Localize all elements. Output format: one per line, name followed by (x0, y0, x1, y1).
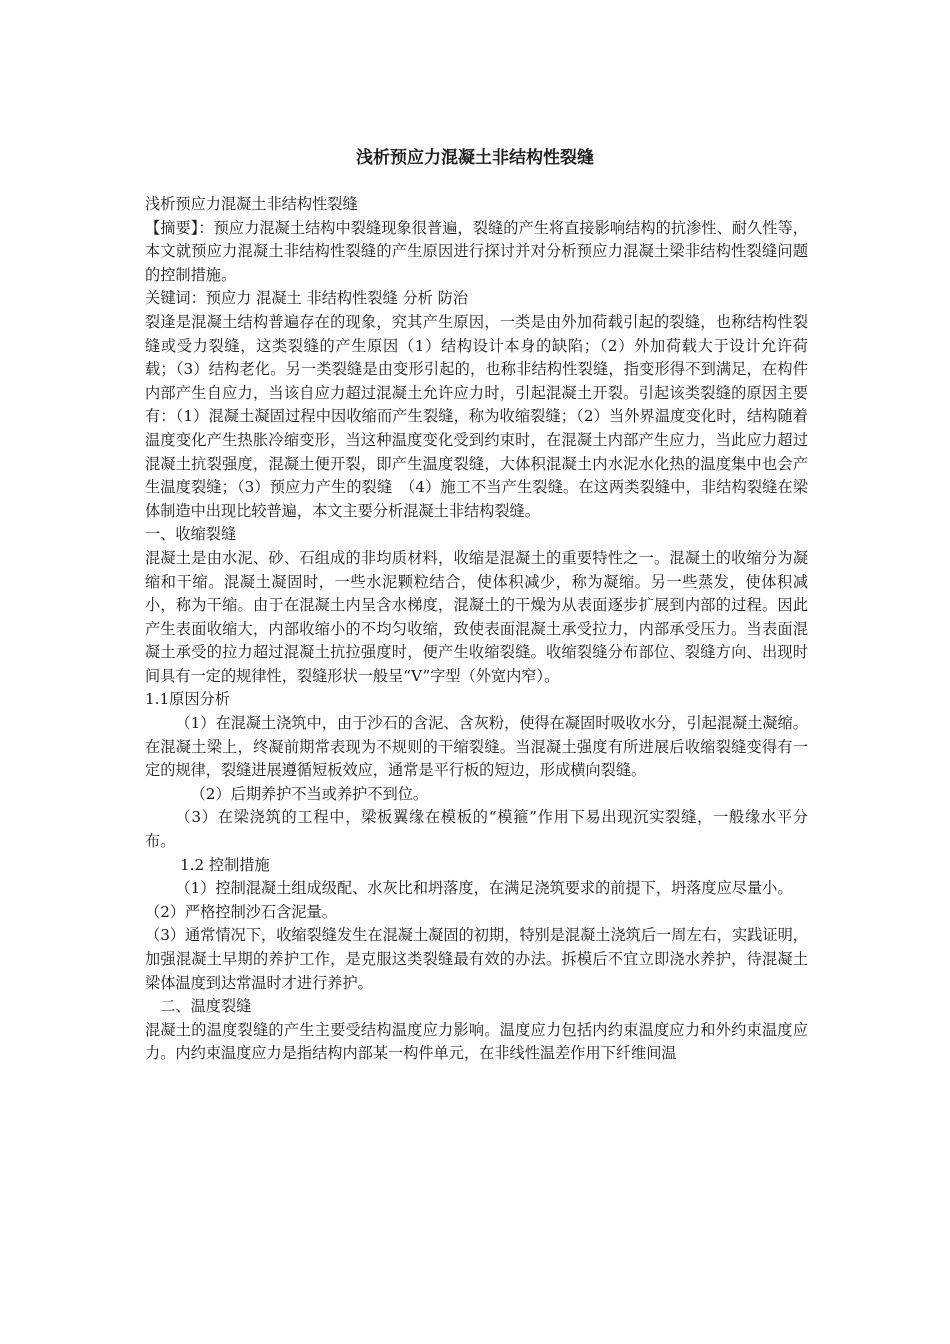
subsection-heading-causes: 1.1原因分析 (145, 690, 230, 709)
section-heading-shrinkage: 一、收缩裂缝 (145, 525, 237, 544)
measure-item-1: （1）控制混凝土组成级配、水灰比和坍落度，在满足浇筑要求的前提下，坍落度应尽量小。 (175, 879, 793, 898)
measure-item-2: （2）严格控制沙石含泥量。 (145, 902, 337, 921)
cause-item-3: （3）在梁浇筑的工程中，梁板翼缘在模板的“模箍”作用下易出现沉实裂缝，一般缘水平分布。 (145, 808, 808, 851)
intro-paragraph: 裂逢是混凝土结构普遍存在的现象，究其产生原因，一类是由外加荷载引起的裂缝，也称结构性裂缝或受力裂缝，这类裂缝的产生原因（1）结构设计本身的缺陷；（2）外加荷载大于设计允许荷载；（3）结构老化。另一类裂缝是由变形引起的，也称非结构性裂缝，指变形得不到满足，在构件内部产生自应力，当该自应力超过混凝土允许应力时，引起混凝土开裂。引起该类裂缝的原因主要有：（1）混凝土凝固过程中因收缩而产生裂缝，称为收缩裂缝；（2）当外界温度变化时，结构随着温度变化产生热胀冷缩变形，当这种温度变化受到约束时，在混凝土内部产生应力，当此应力超过混凝土抗裂强度，混凝土便开裂，即产生温度裂缝，大体积混凝土内水泥水化热的温度集中也会产生温度裂缝；（3）预应力产生的裂缝 （4）施工不当产生裂缝。在这两类裂缝中，非结构裂缝在梁体制造中出现比较普遍，本文主要分析混凝土非结构裂缝。 (145, 312, 808, 520)
cause-item-2: （2）后期养护不当或养护不到位。 (190, 784, 429, 803)
temperature-paragraph: 混凝土的温度裂缝的产生主要受结构温度应力影响。温度应力包括内约束温度应力和外约束温度应力。内约束温度应力是指结构内部某一构件单元，在非线性温差作用下纤维间温 (145, 1020, 808, 1063)
keywords-line: 关键词：预应力 混凝土 非结构性裂缝 分析 防治 (145, 289, 469, 308)
section-heading-temperature: 二、温度裂缝 (160, 997, 252, 1016)
document-title: 浅析预应力混凝土非结构性裂缝 (356, 148, 594, 168)
document-body (145, 193, 808, 1066)
measure-item-3: （3）通常情况下，收缩裂缝发生在混凝土凝固的初期，特别是混凝土浇筑后一周左右，实践证明，加强混凝土早期的养护工作，是克服这类裂缝最有效的办法。拆模后不宜立即浇水养护，待混凝土梁体温度到达常温时才进行养护。 (145, 926, 808, 992)
cause-item-1: （1）在混凝土浇筑中，由于沙石的含泥、含灰粉，使得在凝固时吸收水分，引起混凝土凝缩。在混凝土梁上，终凝前期常表现为不规则的干缩裂缝。当混凝土强度有所进展后收缩裂缝变得有一定的规律，裂缝进展遵循短板效应，通常是平行板的短边，形成横向裂缝。 (145, 714, 808, 780)
subsection-heading-measures: 1.2 控制措施 (179, 855, 270, 874)
subtitle-line: 浅析预应力混凝土非结构性裂缝 (145, 195, 358, 213)
abstract-paragraph: 【摘要】：预应力混凝土结构中裂缝现象很普遍，裂缝的产生将直接影响结构的抗渗性、耐久性等，本文就预应力混凝土非结构性裂缝的产生原因进行探讨并对分析预应力混凝土梁非结构性裂缝问题的控制措施。 (145, 218, 808, 284)
shrinkage-paragraph: 混凝土是由水泥、砂、石组成的非均质材料，收缩是混凝土的重要特性之一。混凝土的收缩分为凝缩和干缩。混凝土凝固时，一些水泥颗粒结合，使体积减少，称为凝缩。另一些蒸发，使体积减小，称为干缩。由于在混凝土内呈含水梯度，混凝土的干燥为从表面逐步扩展到内部的过程。因此产生表面收缩大，内部收缩小的不均匀收缩，致使表面混凝土承受拉力，内部承受压力。当表面混凝土承受的拉力超过混凝土抗拉强度时，便产生收缩裂缝。收缩裂缝分布部位、裂缝方向、出现时间具有一定的规律性，裂缝形状一般呈“V”字型（外宽内窄）。 (145, 548, 808, 685)
